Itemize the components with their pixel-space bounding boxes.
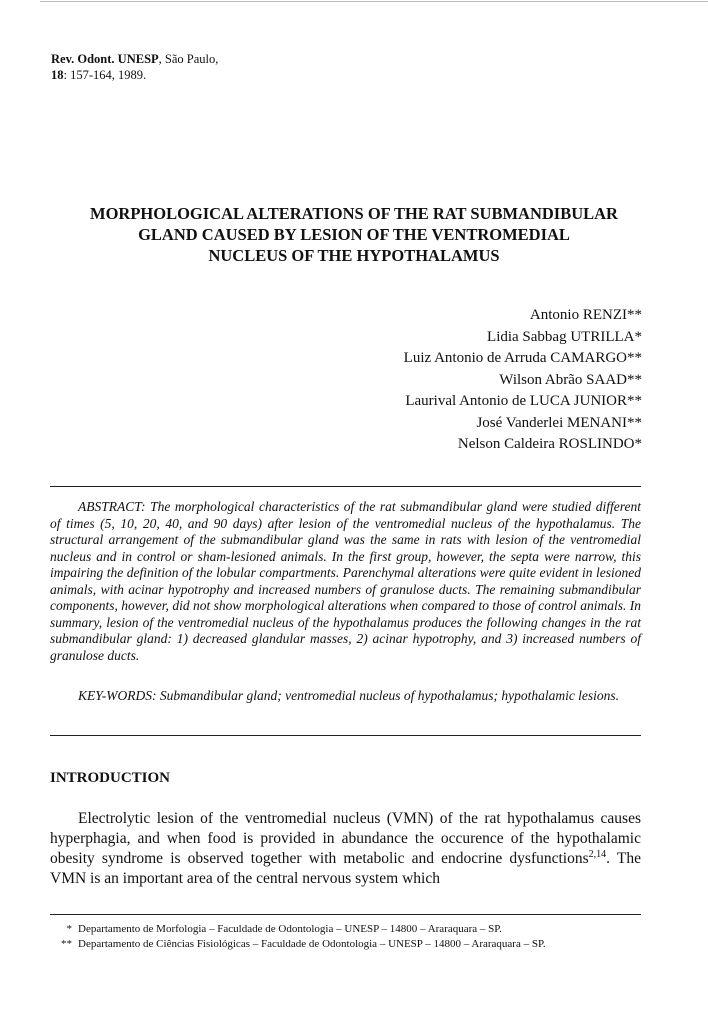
journal-name: Rev. Odont. UNESP — [51, 52, 159, 66]
author: Laurival Antonio de LUCA JUNIOR** — [405, 393, 642, 409]
page-top-edge — [40, 1, 708, 2]
journal-citation — [51, 51, 218, 83]
citation-reference: 2,14 — [588, 848, 607, 860]
author: Lidia Sabbag UTRILLA* — [487, 328, 642, 345]
introduction-text-continued: . The VMN is an important area of the central nervous system which — [50, 850, 641, 887]
abstract: ABSTRACT: The morphological characteristics of the rat submandibular gland were studied different of times (5, 10, 20, 40, and 90 days) after lesion of the ventromedial nucleus of the hypothalamus. The structural arrangement of the submandibular gland was the same in rats with lesion of the ventromedial nucleus and in control or sham-lesioned animals. In the first group, however, the septa were narrow, this impairing the definition of the lobular compartments. Parenchymal alterations were quite evident in lesioned animals, with acinar hypotrophy and increased numbers of granulose ducts. The remaining submandibular components, however, did not show morphological alterations when compared to those of control animals. In summary, lesion of the ventromedial nucleus of the hypothalamus produces the following changes in the rat submandibular gland: 1) decreased glandular masses, 2) acinar hypotrophy, and 3) increased numbers of granulose ducts. — [50, 499, 641, 663]
footnote-text: Departamento de Ciências Fisiológicas – Faculdade de Odontologia – UNESP – 14800 – Araraquara – SP. — [78, 938, 546, 950]
author: Antonio RENZI** — [529, 307, 642, 323]
abstract-top-rule — [50, 486, 641, 487]
title-line: GLAND CAUSED BY LESION OF THE VENTROMEDIAL — [138, 225, 570, 244]
author: Luiz Antonio de Arruda CAMARGO** — [403, 350, 642, 366]
author: José Vanderlei MENANI** — [476, 414, 642, 431]
author: Nelson Caldeira ROSLINDO* — [457, 436, 642, 452]
footnote-rule — [50, 914, 641, 915]
footnote — [50, 937, 546, 952]
key-words: KEY-WORDS: Submandibular gland; ventromedial nucleus of hypothalamus; hypothalamic lesions. — [78, 688, 620, 703]
journal-place: , São Paulo, — [158, 52, 219, 66]
introduction-text: Electrolytic lesion of the ventromedial nucleus (VMN) of the rat hypothalamus causes hyperphagia, and when food is provided in abundance the occurence of the hypothalamic obesity syndrome is observed together with metabolic and endocrine dysfunctions — [50, 810, 641, 867]
footnote-mark: * — [66, 923, 72, 935]
footnote — [50, 922, 546, 937]
author-list — [404, 305, 642, 456]
footnotes — [50, 922, 546, 952]
section-heading-introduction: INTRODUCTION — [50, 770, 171, 786]
journal-volume: 18 — [51, 68, 64, 82]
article-title — [30, 203, 678, 266]
journal-pages-year: : 157-164, 1989. — [63, 68, 147, 82]
introduction-paragraph — [50, 809, 641, 889]
abstract-bottom-rule — [50, 735, 641, 736]
footnote-text: Departamento de Morfologia – Faculdade de Odontologia – UNESP – 14800 – Araraquara – SP. — [78, 923, 502, 935]
footnote-mark: ** — [61, 938, 72, 950]
author: Wilson Abrão SAAD** — [499, 371, 642, 388]
title-line: MORPHOLOGICAL ALTERATIONS OF THE RAT SUBMANDIBULAR — [90, 204, 618, 223]
title-line: NUCLEUS OF THE HYPOTHALAMUS — [208, 246, 500, 265]
